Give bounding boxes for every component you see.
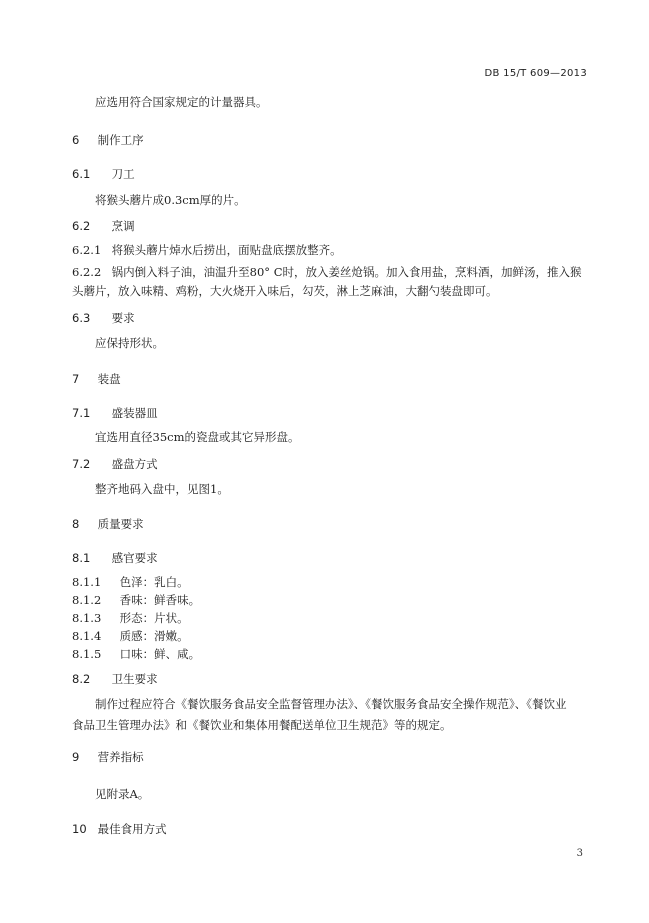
section-title: 盛盘方式 bbox=[111, 457, 158, 471]
list-item bbox=[72, 574, 589, 591]
section-number: 6.1 bbox=[72, 167, 91, 181]
section-7-heading bbox=[72, 371, 589, 388]
clause-text: 质感：滑嫩。 bbox=[119, 629, 189, 643]
section-title: 感官要求 bbox=[111, 551, 158, 565]
clause-number: 8.1.4 bbox=[72, 629, 102, 643]
clause-number: 8.1.3 bbox=[72, 611, 102, 625]
list-item bbox=[72, 610, 589, 627]
clause-text: 色泽：乳白。 bbox=[119, 575, 189, 589]
section-title: 刀工 bbox=[111, 167, 135, 181]
section-6-3-heading bbox=[72, 310, 589, 327]
section-number: 7.2 bbox=[72, 457, 91, 471]
section-7-1-heading bbox=[72, 405, 589, 422]
section-title: 盛装器皿 bbox=[111, 406, 158, 420]
document-code: DB 15/T 609—2013 bbox=[484, 68, 587, 79]
section-number: 9 bbox=[72, 750, 80, 764]
section-number: 8.2 bbox=[72, 672, 91, 686]
section-6-1-heading bbox=[72, 166, 589, 183]
section-number: 6.3 bbox=[72, 311, 91, 325]
section-number: 7 bbox=[72, 372, 80, 386]
section-6-3-text: 应保持形状。 bbox=[95, 336, 164, 350]
clause-number: 8.1.5 bbox=[72, 647, 102, 661]
intro-line: 应选用符合国家规定的计量器具。 bbox=[95, 95, 268, 109]
section-title: 卫生要求 bbox=[111, 672, 158, 686]
list-item bbox=[72, 628, 589, 645]
list-item bbox=[72, 592, 589, 609]
clause-text: 锅内倒入料子油，油温升至80° C时，放入姜丝炝锅。加入食用盐，烹料酒，加鲜汤，推入猴 bbox=[111, 265, 582, 279]
clause-text: 形态：片状。 bbox=[119, 611, 189, 625]
section-number: 8 bbox=[72, 517, 80, 531]
section-number: 10 bbox=[72, 822, 87, 836]
section-8-heading bbox=[72, 516, 589, 533]
section-6-heading bbox=[72, 132, 589, 149]
section-title: 烹调 bbox=[111, 219, 135, 233]
section-title: 装盘 bbox=[97, 372, 121, 386]
section-title: 制作工序 bbox=[97, 133, 144, 147]
clause-text: 将猴头蘑片焯水后捞出，面贴盘底摆放整齐。 bbox=[111, 243, 342, 257]
section-title: 营养指标 bbox=[97, 750, 144, 764]
section-7-1-text: 宜选用直径35cm的瓷盘或其它异形盘。 bbox=[95, 430, 300, 444]
section-7-2-text: 整齐地码入盘中，见图1。 bbox=[95, 482, 229, 496]
section-title: 质量要求 bbox=[97, 517, 144, 531]
section-number: 6.2 bbox=[72, 219, 91, 233]
page-number: 3 bbox=[576, 848, 583, 859]
section-6-2-2 bbox=[72, 264, 589, 281]
section-8-2-text-cont: 食品卫生管理办法》和《餐饮业和集体用餐配送单位卫生规范》等的规定。 bbox=[72, 718, 452, 732]
section-number: 8.1 bbox=[72, 551, 91, 565]
list-item bbox=[72, 646, 589, 663]
section-9-text: 见附录A。 bbox=[95, 787, 150, 801]
clause-number: 8.1.1 bbox=[72, 575, 102, 589]
clause-text: 口味：鲜、咸。 bbox=[119, 647, 201, 661]
section-6-1-text: 将猴头蘑片成0.3cm厚的片。 bbox=[95, 193, 246, 207]
section-number: 6 bbox=[72, 133, 80, 147]
clause-number: 8.1.2 bbox=[72, 593, 102, 607]
section-8-2-heading bbox=[72, 671, 589, 688]
section-10-heading bbox=[72, 821, 589, 838]
clause-text: 香味：鲜香味。 bbox=[119, 593, 201, 607]
section-6-2-2-cont: 头蘑片，放入味精、鸡粉，大火烧开入味后，勾芡，淋上芝麻油，大翻勺装盘即可。 bbox=[72, 284, 498, 298]
section-number: 7.1 bbox=[72, 406, 91, 420]
clause-number: 6.2.2 bbox=[72, 265, 102, 279]
section-8-1-heading bbox=[72, 550, 589, 567]
section-7-2-heading bbox=[72, 456, 589, 473]
section-9-heading bbox=[72, 749, 589, 766]
section-title: 要求 bbox=[111, 311, 135, 325]
section-title: 最佳食用方式 bbox=[97, 822, 167, 836]
section-6-2-heading bbox=[72, 218, 589, 235]
section-8-2-text: 制作过程应符合《餐饮服务食品安全监督管理办法》、《餐饮服务食品安全操作规范》、《餐饮业 bbox=[95, 697, 567, 711]
clause-number: 6.2.1 bbox=[72, 243, 102, 257]
section-6-2-1 bbox=[72, 242, 589, 259]
